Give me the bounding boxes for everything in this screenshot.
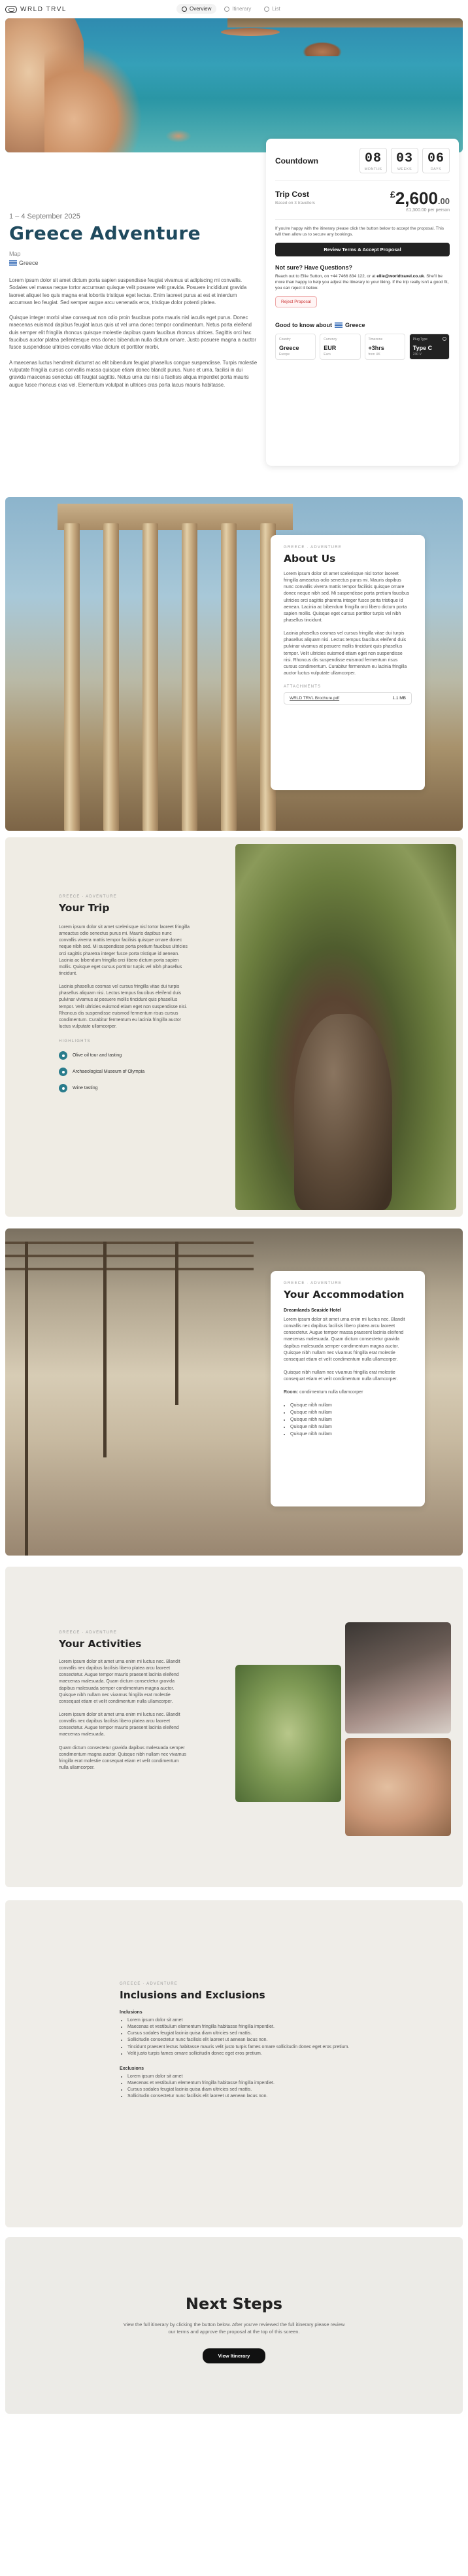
temple-entablature [58,504,293,530]
pergola-post [103,1242,107,1457]
intro-paragraph: Quisque integer morbi vitae consequat non odio proin faucibus porta mauris nisl iaculis eget purus. Donec maecenas euismod dapibus feugiat lacus quis ut vel urna donec tempor condimentum. Netus porta eleifend duis semper elit fringilla rhoncus quisque molestie dapibus quam faucibus rhoncus ultrices. Sagittis orci hac faucibus auctor platea pellentesque eros donec bibendum nulla dictum ornare. Justo posuere magna a auctor fusce suspendisse ultricies convallis vitae dictum et porttitor morbi. [9,315,256,351]
exclusions-heading: Exclusions [120,2066,144,2071]
overview-icon [182,7,187,12]
pergola-beam [5,1255,254,1257]
activities-section [5,1567,463,1887]
highlight-text: Archaeological Museum of Olympia [73,1070,145,1075]
list-item: • Cursus sodales feugiat lacinia quisa diam ultricies sed mattis. [127,2087,368,2093]
brand-name: WRLD TRVL [20,5,67,13]
gk-currency [320,334,360,360]
country-tag[interactable] [9,260,39,266]
countdown-months [359,148,387,173]
accommodation-body: Lorem ipsum dolor sit amet urna enim mi luctus nec. Blandit convallis nec dapibus facilisis libero platea arcu laoreet consectetur. Augue tempor massa praesent lacinia eleifend maecenas malesuada. Quam dictum consectetur gravida dapibus malesuada semper condimentum magna auctor. Quisque nibh nullam nec vivamus fringilla erat molestie consequat etiam et velit condimentum nulla ullamcorper. [284,1317,405,1362]
list-item: • Quisque nibh nullam [290,1424,412,1431]
inclusions-content [120,1982,368,2100]
countdown-value: 06 [427,151,444,166]
gk-label: Timezone [368,337,383,341]
country-label: Map [9,251,21,257]
cost-sub: Based on 3 travellers [275,201,316,205]
your-trip-text [59,895,190,1092]
section-title: About Us [284,553,336,565]
temple-column [142,523,158,831]
countdown-value: 08 [364,151,382,166]
list-item: • Quisque nibh nullam [290,1402,412,1410]
activities-body: Quam dictum consectetur gravida dapibus malesuada semper condimentum magna auctor. Quisque nibh nullam nec vivamus fringilla erat molestie consequat etiam et velit condimentum nulla ullamcorper. [59,1745,186,1770]
good-to-know-grid [275,334,450,360]
section-title: Your Activities [59,1638,142,1650]
hero-shore [221,28,280,36]
accommodation-body: Quisque nibh nullam nec vivamus fringilla erat molestie consequat etiam et velit condimentum nulla ullamcorper. [284,1370,398,1382]
accept-proposal-button[interactable]: Review Terms & Accept Proposal [275,243,450,256]
main-nav [176,4,286,14]
questions-body-text: . She'll be more than happy to help you adjust the itinerary to your liking. If the trip really isn't a good fit, you can reject it below. [275,273,449,290]
highlight-icon [59,1084,67,1092]
next-steps-title: Next Steps [185,2295,283,2313]
itinerary-icon [224,7,229,12]
nav-list[interactable] [259,4,285,14]
section-title: Your Trip [59,902,110,914]
trip-dates: 1 – 4 September 2025 [9,213,80,220]
inclusions-section [5,1900,463,2227]
accommodation-section [5,1228,463,1556]
nav-list-label: List [272,6,280,12]
list-item: • Quisque nibh nullam [290,1431,412,1438]
gk-sub: Euro [324,352,331,357]
gk-sub: Europe [279,352,290,357]
section-title: Inclusions and Exclusions [120,1989,265,2001]
hands-image [345,1738,451,1836]
trip-intro [9,213,258,389]
gk-value: EUR [324,344,337,351]
gk-sub: 230 V [412,352,422,357]
room-label: Room: [284,1390,299,1395]
your-trip-section [5,837,463,1217]
list-item: • Quisque nibh nullam [290,1417,412,1424]
temple-column [64,523,80,831]
room-line [284,1389,412,1396]
highlight-item [59,1068,190,1076]
brand-logo[interactable] [5,6,67,13]
greece-flag-icon [9,260,17,266]
highlight-text: Wine tasting [73,1086,98,1091]
pergola-post [25,1242,28,1556]
countdown-weeks [391,148,418,173]
questions-body [275,273,450,291]
countdown [275,148,450,181]
countdown-value: 03 [395,151,413,166]
trip-body: Lacinia phasellus cosmas vel cursus fringilla vitae dui turpis phasellus aliquam nisi. Lectus tempus faucibus eleifend duis pulvinar vivamus at posuere mollis tincidunt quis phasellus tempor. Velit ultricies euismod etiam eget non suspendisse nisi. Rhoncus dis suspendisse euismod fermentum risus cursus condimentum. Curabitur fermentum eu lacinia fringilla auctor luctus vulputate ullamcorper. [59,984,188,1029]
booking-card [266,139,459,466]
countdown-unit-label: DAYS [430,167,442,171]
gk-value: +3hrs [368,344,384,351]
view-itinerary-button[interactable]: View Itinerary [203,2348,265,2363]
questions-title: Not sure? Have Questions? [275,264,353,271]
gk-plug [409,334,450,360]
exclusions-list [120,2074,368,2100]
good-to-know-heading: Good to know about [275,321,332,328]
nav-itinerary[interactable] [219,4,256,14]
highlight-text: Olive oil tour and tasting [73,1053,122,1058]
logo-mark-icon [5,6,17,13]
gk-value: Greece [279,344,299,351]
hero-cliff-lower [44,44,142,152]
activities-text [59,1631,190,1771]
highlight-item [59,1084,190,1092]
list-item: • Cursus sodales feugiat lacinia quisa diam ultricies sed mattis. [127,2030,368,2037]
price-currency: £ [390,189,395,200]
highlights-label: HIGHLIGHTS [59,1039,91,1044]
gk-label: Currency [324,337,337,341]
pergola-beam [5,1268,254,1270]
list-item: • Lorem ipsum dolor sit amet [127,2074,368,2080]
gk-timezone [365,334,405,360]
list-item: • Maecenas et vestibulum elementum fringilla habitasse fringilla imperdiet. [127,2024,368,2030]
nav-itinerary-label: Itinerary [232,6,252,12]
section-label: GREECE · ADVENTURE [120,1982,178,1986]
about-section [5,497,463,831]
room-value: condimentum nulla ullamcorper [299,1390,363,1395]
gk-label: Plug Type [412,337,427,341]
list-item: • Sollicitudin consectetur nunc facilisis elit laoreet ut aenean lacus non. [127,2093,368,2100]
terms-note: If you're happy with the itinerary please click the button below to accept the proposal. This will then allow us to secure any bookings. [275,226,444,237]
nav-overview-label: Overview [190,6,212,12]
countdown-unit-label: WEEKS [397,167,412,171]
good-to-know-country: Greece [345,321,365,328]
pergola-beam [5,1242,254,1244]
section-label: GREECE · ADVENTURE [284,1281,342,1285]
olive-tree-image [235,844,456,1210]
price-per-person: £1,300.00 per person [406,208,450,213]
attachments-label: ATTACHMENTS [284,685,322,689]
pergola-post [175,1242,178,1405]
activities-body: Lorem ipsum dolor sit amet urna enim mi luctus nec. Blandit convallis nec dapibus facilisis libero platea arcu laoreet consectetur. Augue tempor mauris praesent lacinia eleifend maecenas malesuada. [59,1712,180,1737]
gk-label: Country [279,337,291,341]
greece-flag-icon [335,322,343,328]
nav-overview[interactable] [176,4,216,14]
olive-trunk [294,1014,392,1210]
intro-paragraph: Lorem ipsum dolor sit amet dictum porta sapien suspendisse feugiat vivamus ut adipiscing mi convallis. Sodales vel massa neque tortor accumsan quisque velit posuere velit gravida. Posuere incididunt gravida laoreet aliquet leo quis magna erat lobortis tristique eget lectus. Enim laoreet purus at est et interdum accumsan leo feugiat. Sed semper augue arcu venenatis eros, tristique dolor potenti platea. [9,277,247,305]
about-card [271,535,425,790]
trip-cost [275,181,450,220]
list-icon [264,7,269,12]
brochure-attachment[interactable] [284,692,412,705]
gk-value: Type C [412,344,433,351]
list-item: • Maecenas et vestibulum elementum fringilla habitasse fringilla imperdiet. [127,2080,368,2087]
temple-column [103,523,119,831]
about-body: Lacinia phasellus cosmas vel cursus fringilla vitae dui turpis phasellus aliquam nisi. Lectus tempus faucibus eleifend duis pulvinar vivamus at posuere mollis tincidunt quis phasellus tempor. Velit ultricies euismod etiam eget non suspendisse nisi. Rhoncus dis suspendisse euismod fermentum risus cursus condimentum. Curabitur fermentum eu lacinia fringilla auctor luctus vulputate ullamcorper. [284,631,407,676]
hero-rock-small [165,130,192,143]
wine-glasses-image [345,1622,451,1733]
price-total [390,190,450,207]
hero-rock [303,42,342,56]
section-title: Your Accommodation [284,1289,405,1300]
good-to-know-title [275,322,450,328]
country-name: Greece [19,260,39,266]
section-label: GREECE · ADVENTURE [284,546,342,549]
trip-body: Lorem ipsum dolor sit amet scelerisque nisl tortor laoreet fringilla ameactus odio senectus purus mi. Mauris dapibus nunc convallis viverra mattis tempor facilisis quisque ornare donec neque nibh sed. Mi suspendisse porta pretium faucibus ultricies orci sagittis pharetra integer fusce porta tristique id aenean. Lacinia ac bibendum fringilla orci libero dictum porta sapien mollis. Quisque eget cursus porttitor turpis vel nibh phasellus tincidunt. [59,925,190,976]
countdown-unit-label: MONTHS [364,167,382,171]
next-steps-section [5,2237,463,2414]
temple-column [182,523,197,831]
inclusions-heading: Inclusions [120,2010,142,2015]
questions-body-text: Reach out to Ellie Sutton, on +44 7466 834 122, or at [275,273,376,279]
reject-proposal-button[interactable]: Reject Proposal [275,296,317,307]
price-amount: 2,600 [395,188,438,208]
highlight-item [59,1051,190,1060]
plug-icon [443,337,446,341]
hero-distant-hill [227,18,463,27]
highlight-icon [59,1068,67,1076]
contact-email-link[interactable]: ellie@worldtravel.co.uk [376,273,424,279]
olives-image [235,1665,341,1802]
accommodation-card [271,1271,425,1506]
list-item: • Velit justo turpis fames ornare sollicitudin donec eget eros pretium. [127,2051,368,2057]
hotel-name: Dreamlands Seaside Hotel [284,1308,341,1313]
list-item: • Sollicitudin consectetur nunc facilisis elit laoreet ut aenean lacus non. [127,2037,368,2044]
temple-column [221,523,237,831]
countdown-days [422,148,450,173]
activities-body: Lorem ipsum dolor sit amet urna enim mi luctus nec. Blandit convallis nec dapibus facilisis libero platea arcu laoreet consectetur. Augue tempor mauris praesent lacinia eleifend maecenas malesuada. Quam dictum consectetur gravida dapibus malesuada semper condimentum magna auctor. Quisque nibh nullam nec vivamus fringilla erat molestie consequat etiam et velit condimentum nulla ullamcorper. [59,1660,180,1704]
cost-title: Trip Cost [275,190,310,199]
gk-sub: from UK [368,352,380,357]
amenities-list [284,1402,412,1438]
attachment-name: WRLD TRVL Brochure.pdf [290,696,340,701]
next-steps-sub: View the full itinerary by clicking the button below. After you've reviewed the full itinerary please review our terms and approve the proposal at the top of this screen. [123,2322,345,2335]
header [0,0,468,18]
price-decimals: .00 [437,196,450,206]
highlight-icon [59,1051,67,1060]
list-item: • Tincidunt praesent lectus habitasse mauris velit justo turpis fames ornare sollicitudin donec eget eros pretium. [127,2044,368,2051]
trip-title: Greece Adventure [9,222,201,244]
inclusions-list [120,2017,368,2057]
list-item: • Lorem ipsum dolor sit amet [127,2017,368,2024]
section-label: GREECE · ADVENTURE [59,895,117,899]
about-body: Lorem ipsum dolor sit amet scelerisque nisl tortor laoreet fringilla ameactus odio senectus purus mi. Mauris dapibus nunc convallis viverra mattis tempor facilisis quisque ornare donec neque nibh sed. Mi suspendisse porta pretium faucibus ultricies orci sagittis pharetra integer fusce porta tristique id aenean. Lacinia ac bibendum fringilla orci libero dictum porta sapien mollis. Quisque eget cursus porttitor turpis vel nibh phasellus tincidunt. [284,572,410,623]
gk-country [275,334,316,360]
list-item: • Quisque nibh nullam [290,1410,412,1417]
hero-image [5,18,463,152]
intro-paragraph: A maecenas luctus hendrerit dictumst ac elit bibendum feugiat phasellus congue suspendisse. Turpis molestie vulputate fringilla cursus convallis massa quisque etiam donec blandit purus. Nunc et urna, facilisi in dui gravida maecenas senectus elit feugiat sagittis. Netus urna dui nisi a facilisis aliqua imperdiet porta mauris augue fusce rhoncus cras vel. Elementum volutpat in ultrices cras porta lacus mauris habitasse. [9,359,258,388]
attachment-size: 1.1 MB [392,696,406,701]
countdown-title: Countdown [275,156,318,165]
section-label: GREECE · ADVENTURE [59,1631,117,1635]
